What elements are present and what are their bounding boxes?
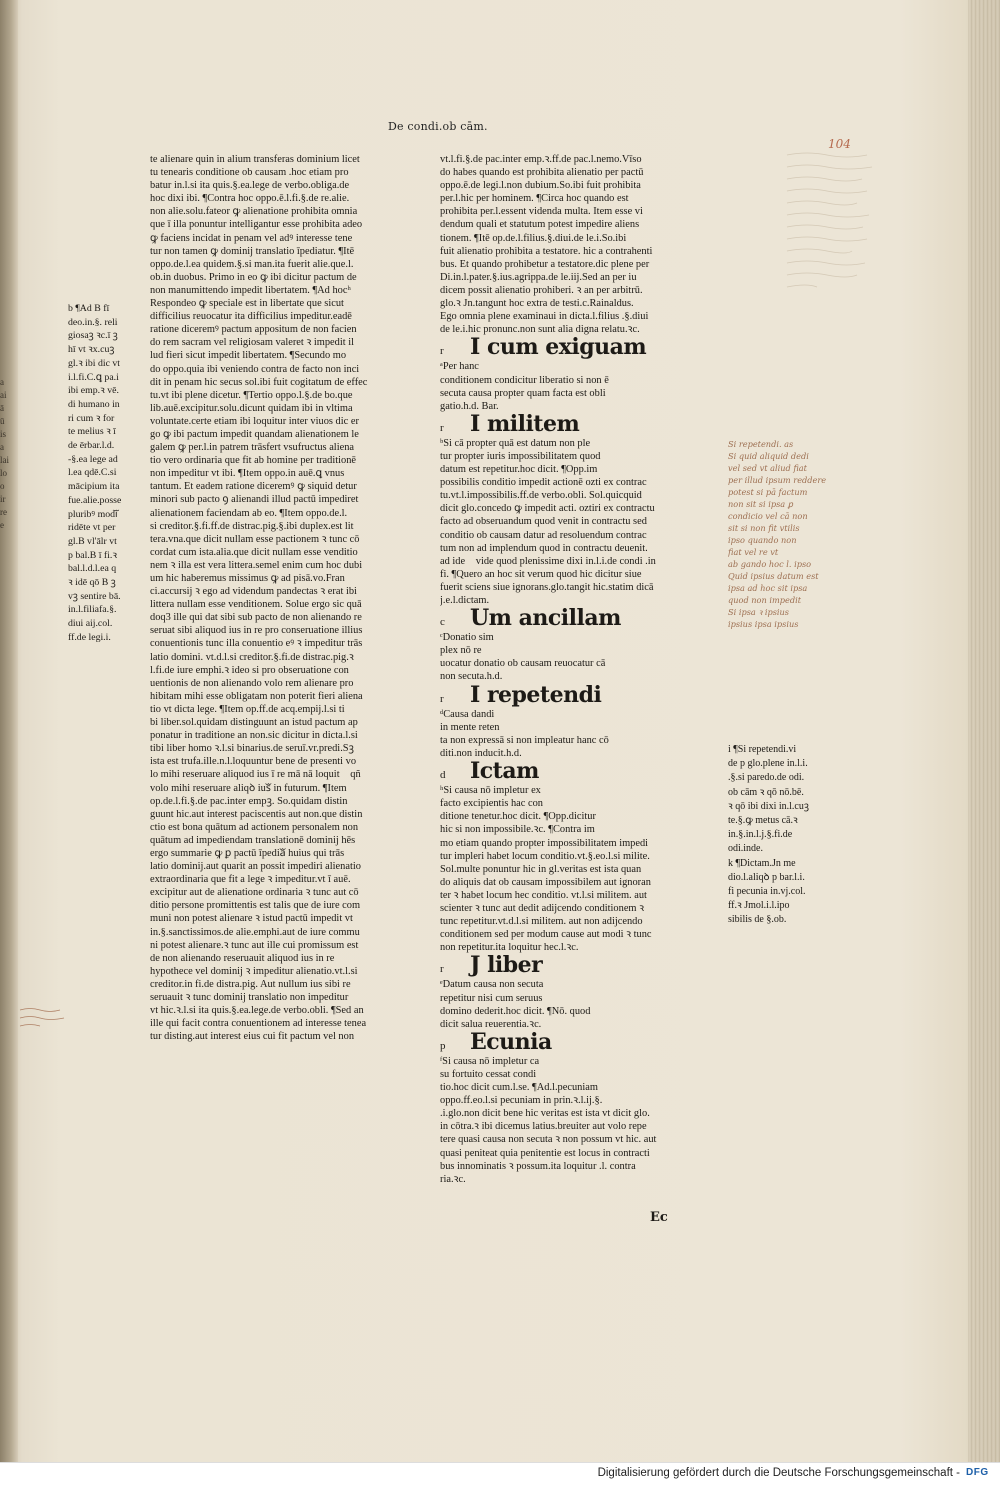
- text-line: repetitur nisi cum seruus: [440, 992, 543, 1004]
- dfg-logo-icon: DFG: [966, 1467, 989, 1478]
- manuscript-line: condicio vel cā non: [728, 511, 808, 521]
- manuscript-line: ipso quando non: [728, 535, 797, 545]
- text-line: ria.ꝛc.: [440, 1173, 466, 1185]
- text-line: lib.auē.excipitur.solu.dicunt quidam ibi in vltima: [150, 402, 353, 414]
- text-line: oppo.ff.eo.l.si pecuniam in prin.ꝛ.l.ij.§.: [440, 1095, 603, 1107]
- text-line: do habes quando est prohibita alienatio per pactū: [440, 167, 644, 179]
- text-line: que ī illa ponuntur intelligantur esse prohibita adeo: [150, 219, 363, 231]
- text-line: hoc dixi ibi. ¶Contra hoc oppo.ē.l.fi.§.de re.alie.: [150, 193, 350, 205]
- text-line: scienter ꝛ tunc aut dedit adijcendo conditionem ꝛ: [440, 902, 645, 914]
- lemma-heading: [440, 681, 718, 708]
- text-line: tu.vt.l.impossibilis.ff.de verbo.obli. Sol.quicquid: [440, 490, 642, 502]
- manuscript-annotation: [728, 438, 838, 678]
- right-margin-gloss: [728, 743, 838, 928]
- right-text-column: [440, 153, 718, 1186]
- text-line: domino dederit.hoc dicit. ¶Nō. quod: [440, 1005, 591, 1017]
- text-line: quasi peniteat quia penitentie est locus in contracti: [440, 1147, 650, 1159]
- text-line: latio dominij.aut quarit an possit impediri alienatio: [150, 861, 361, 873]
- text-line: uentionis de non alienando volo rem alienare pro: [150, 677, 354, 689]
- gloss-line: giosaꝫ ꝛc.ī ꝫ: [68, 330, 118, 342]
- text-line: tibi liber homo ꝛ.l.si binarius.de seruī.vr.predi.Sꝫ: [150, 743, 354, 755]
- text-line: facto ad obseruandum quod venit in contractu sed: [440, 516, 647, 528]
- text-line: tur non tamen ꝙ dominij translatio īpediatur. ¶Itē: [150, 245, 355, 257]
- edge-line: o: [0, 481, 5, 491]
- gloss-marker: p: [440, 1039, 446, 1052]
- text-line: nem ꝛ illa est vera littera.semel enim cum hoc dubi: [150, 559, 363, 571]
- edge-line: ā: [0, 403, 4, 413]
- text-line: ta non expressā si non impleatur hanc cō: [440, 734, 609, 746]
- gloss-line: odi.inde.: [728, 843, 763, 855]
- text-line: tum non ad implendum quod in contractu deuenit.: [440, 542, 648, 554]
- text-line: de le.i.hic pronunc.non sunt alia digna relatu.ꝛc.: [440, 324, 640, 336]
- edge-line: ū: [0, 416, 5, 426]
- lemma-heading: [440, 1028, 718, 1055]
- text-line: volo mihi reseruare aliqꝺ iusᷓ in futurum. ¶Item: [150, 782, 347, 794]
- text-line: excipitur aut de alienatione ordinaria ꝛ tunc aut cō: [150, 887, 359, 899]
- text-line: in cōtra.ꝛ ibi dicemus latius.breuiter aut volo repe: [440, 1121, 647, 1133]
- text-line: batur in.l.si ita quis.§.ea.lege de verbo.obliga.de: [150, 180, 350, 192]
- lemma-word: I militem: [470, 410, 580, 437]
- folio-number: 104: [828, 137, 851, 151]
- text-line: voluntate.certe etiam ibi loquitur inter viuos dic er: [150, 415, 359, 427]
- text-line: tera.vna.que dicit nullam esse pactionem ꝛ tunc cō: [150, 533, 360, 545]
- text-line: plex nō re: [440, 645, 482, 657]
- gloss-line: ri cum ꝛ for: [68, 412, 115, 424]
- faded-manuscript-note: [782, 145, 882, 315]
- lemmata-list: [440, 334, 718, 1186]
- text-line: tionem. ¶Itē op.de.l.filius.§.diui.de le.i.So.ibi: [440, 232, 627, 244]
- gloss-line: de ērbar.l.d.: [68, 440, 115, 452]
- manuscript-line: fiat vel re vt: [728, 547, 779, 557]
- text-line: ᵈCausa dandi: [440, 708, 495, 720]
- gloss-line: ꝛ qō ibi dixi in.l.cuꝫ: [728, 800, 809, 812]
- left-edge-text: [0, 376, 26, 532]
- text-line: bi liber.sol.quidam distinguunt an istud pactum ap: [150, 717, 358, 729]
- text-line: de non alienando reseruauit aliquod ius in re: [150, 952, 335, 964]
- text-line: Di.in.l.pater.§.ius.agrippa.de le.iij.Sed an per iu: [440, 271, 637, 283]
- text-line: alienationem faciendam ab eo. ¶Item oppo.de.l.: [150, 507, 348, 519]
- text-line: .i.glo.non dicit bene hic veritas est ista vt dicit glo.: [440, 1108, 650, 1120]
- funding-credit: Digitalisierung gefördert durch die Deutsche Forschungsgemeinschaft -: [597, 1467, 960, 1479]
- text-line: te alienare quin in alium transferas dominium licet: [150, 154, 360, 165]
- lemma-block: [440, 758, 718, 954]
- text-line: conditionem condicitur liberatio si non ē: [440, 374, 609, 386]
- text-line: ob.in duobus. Primo in eo ꝙ ibi dicitur pactum de: [150, 271, 357, 283]
- small-manuscript-note: [18, 1002, 68, 1032]
- text-line: facto excipientis hac con: [440, 798, 543, 810]
- text-line: latio domini. vt.d.l.si creditor.§.fi.de distrac.pig.ꝛ: [150, 651, 354, 663]
- text-line: go ꝙ ibi pactum impedit quandam alienationem le: [150, 428, 359, 440]
- text-line: seruauit ꝛ tunc dominij translatio non impeditur: [150, 992, 349, 1003]
- text-line: guunt hic.aut interest paciscentis aut non.que distin: [150, 808, 363, 820]
- text-line: si creditor.§.fi.ff.de distrac.pig.§.ibi duplex.est lit: [150, 520, 354, 532]
- text-line: tur impleri habet locum conditio.vt.§.eo.l.si milite.: [440, 850, 650, 862]
- text-line: conuentionis tunc illa conuentio eꝰ ꝛ impeditur trās: [150, 638, 363, 650]
- text-line: dendum quali et statutum potest impedire aliens: [440, 219, 640, 231]
- text-line: diti.non inducit.h.d.: [440, 747, 522, 759]
- text-line: op.de.l.fi.§.de pac.inter empꝫ. So.quidam distin: [150, 795, 348, 807]
- edge-line: re: [0, 507, 7, 517]
- manuscript-line: ipsius ipsa ipsius: [728, 619, 799, 629]
- manuscript-line: vel sed vt aliud fiat: [728, 463, 807, 473]
- footer-bar: [0, 1462, 1000, 1487]
- text-line: ꝙ faciens incidat in penam vel adꝰ interesse tene: [150, 232, 353, 244]
- text-line: j.e.l.dictam.: [440, 595, 490, 606]
- text-line: Ego omnia plene examinaui in dicta.l.filius .§.diui: [440, 311, 649, 323]
- gloss-marker: r: [440, 421, 444, 434]
- text-line: ditione tenetur.hoc dicit. ¶Opp.dicitur: [440, 811, 596, 823]
- text-line: tur disting.aut interest eius cui fit pactum vel non: [150, 1031, 355, 1043]
- gloss-line: ꝛ idē qō B ꝫ: [68, 577, 116, 589]
- edge-line: lai: [0, 455, 9, 465]
- gloss-marker: d: [440, 769, 446, 782]
- lemma-heading: [440, 758, 718, 785]
- text-line: hibitam mihi esse obligatam non poterit fieri aliena: [150, 690, 363, 702]
- gloss-line: fue.alie.posseᷓ: [68, 494, 129, 506]
- gloss-line: te.§.ꝙ metus cā.ꝛ: [728, 815, 798, 827]
- gloss-line: .§.si paredo.de odi.: [728, 772, 805, 784]
- gloss-line: in.§.in.l.j.§.fi.de: [728, 829, 793, 841]
- text-line: ista est trufa.ille.n.l.loquuntur bene de presenti vo: [150, 756, 357, 768]
- gloss-line: gl.ꝛ ibi dic vt: [68, 357, 120, 369]
- gloss-line: ob cām ꝛ qō nō.bē.: [728, 786, 804, 798]
- right-column-intro: [440, 153, 718, 336]
- manuscript-line: Quid ipsius datum est: [728, 571, 819, 581]
- gloss-line: deo.in.§. reli: [68, 316, 118, 328]
- lemma-word: I cum exiguam: [470, 334, 647, 361]
- gloss-line: dio.l.aliqꝺ p bar.l.i.: [728, 871, 805, 883]
- lemma-word: Ecunia: [470, 1028, 552, 1055]
- gloss-line: mācipium ita: [68, 481, 120, 493]
- manuscript-line: ab gando hoc l. ipso: [728, 559, 812, 569]
- text-line: um hic haberemus missimus ꝙ ad pisā.vo.Fran: [150, 573, 345, 584]
- text-line: non alie.solu.fateor ꝙ alienatione prohibita omnia: [150, 206, 358, 218]
- text-line: lud fieri sicut impedit libertatem. ¶Secundo mo: [150, 350, 347, 362]
- edge-line: ai: [0, 390, 7, 400]
- text-line: fi. ¶Quero an hoc sit verum quod hic dicitur siue: [440, 568, 642, 580]
- gloss-line: i ¶Si repetendi.vi: [728, 744, 797, 755]
- manuscript-line: Si quid aliquid dedi: [728, 451, 809, 461]
- text-line: ergo summarie ꝙ ꝑ pactū īpediaᷓ huius qui trās: [150, 847, 345, 859]
- text-line: difficilius reuocatur ita difficilius impeditur.eadē: [150, 311, 352, 323]
- gloss-line: fi pecunia in.vj.col.: [728, 886, 806, 898]
- text-line: dicit salua reuerentia.ꝛc.: [440, 1018, 542, 1030]
- lemma-block: [440, 605, 718, 683]
- edge-line: ir: [0, 494, 6, 504]
- text-line: dicem possit alienatio prohiberi. ꝛ an per arbitrū.: [440, 284, 643, 296]
- text-line: ʰSi causa nō impletur ex: [440, 785, 541, 797]
- lemma-word: Um ancillam: [470, 605, 621, 632]
- text-line: conditio ob causam datur ad resoluendum contrac: [440, 529, 647, 541]
- text-line: prohibita per.l.essent videnda multa. Item esse vi: [440, 206, 643, 218]
- gloss-marker: r: [440, 692, 444, 705]
- lemma-block: [440, 1028, 718, 1186]
- text-line: l.fi.de iure emphi.ꝛ ideo si pro obseruatione con: [150, 664, 349, 676]
- gloss-line: p bal.B ī fi.ꝛ: [68, 549, 117, 561]
- lemma-heading: [440, 605, 718, 632]
- text-line: ratione diceremꝰ pactum appositum de non facien: [150, 324, 357, 336]
- gloss-line: vꝫ sentire bā.: [68, 590, 121, 602]
- text-line: galem ꝙ per.l.in patrem trāsfert vsufructus aliena: [150, 442, 354, 454]
- manuscript-line: potest si pā factum: [728, 487, 808, 497]
- text-line: dit in penam hic secus sol.ibi fuit cogitatum de effec: [150, 376, 368, 388]
- text-line: hypothece vel dominij ꝛ impeditur alienatio.vt.l.si: [150, 965, 358, 977]
- text-line: muni non potest alienare ꝛ istud pactū impedit vt: [150, 913, 353, 925]
- lemma-block: [440, 952, 718, 1030]
- book-spine: [0, 0, 18, 1462]
- gloss-line: k ¶Dictam.Jn me: [728, 857, 796, 869]
- lemma-heading: [440, 410, 718, 437]
- text-line: glo.ꝛ Jn.tangunt hoc extra de testi.c.Rainaldus.: [440, 298, 634, 310]
- gloss-line: in.l.filiafa.§.: [68, 604, 117, 616]
- text-line: hic si non impossibile.ꝛc. ¶Contra im: [440, 824, 595, 836]
- gloss-marker: r: [440, 963, 444, 976]
- text-line: doq3 ille qui dat sibi sub pacto de non alienando re: [150, 612, 362, 624]
- text-line: tu tenearis conditione ob causam .hoc etiam pro: [150, 167, 349, 179]
- gloss-line: gl.B vl'ālr vt: [68, 535, 117, 547]
- gloss-line: ridēte vt per: [68, 522, 116, 534]
- main-text-column: [150, 153, 418, 1043]
- text-line: lo mihi reseruare aliquod ius ī re mā nā loquitᷓ qñ: [150, 769, 361, 781]
- manuscript-line: ipsa ad hoc sit ipsa: [728, 583, 808, 593]
- gloss-line: b ¶Ad B fī: [68, 303, 110, 314]
- lemma-block: [440, 681, 718, 760]
- text-line: Sol.multe ponuntur hic in gl.veritas est ista quan: [440, 863, 642, 875]
- text-line: vt.l.fi.§.de pac.inter emp.ꝛ.ff.de pac.l.nemo.Vīso: [440, 154, 642, 165]
- edge-line: a: [0, 377, 4, 387]
- gloss-line: l.ea qdē.C.si: [68, 467, 117, 479]
- text-line: mo etiam quando propter impossibilitatem impedi: [440, 837, 649, 849]
- gloss-line: i.l.fi.C.ꝗ pa.i: [68, 371, 119, 383]
- manuscript-line: sit si non fit vtilis: [728, 523, 800, 533]
- text-line: vt hic.ꝛ.l.si ita quis.§.ea.lege.de verbo.obli. ¶Sed an: [150, 1005, 364, 1017]
- text-line: ille qui facit contra conuentionem ad interesse tenea: [150, 1018, 367, 1030]
- text-line: dicit glo.concedo ꝙ impedit acti. oztiri ex contractu: [440, 503, 655, 515]
- gloss-marker: r: [440, 345, 444, 358]
- gloss-line: ibi emp.ꝛ vē.: [68, 385, 119, 397]
- text-line: tere quasi causa non secuta ꝛ non possum vt hic. aut: [440, 1134, 657, 1146]
- gloss-marker: c: [440, 616, 445, 629]
- gloss-line: di humano in: [68, 398, 120, 410]
- gloss-line: pluribꝰ modiᷓ: [68, 508, 118, 520]
- text-line: ditio persone promittentis est talis que de iure com: [150, 900, 361, 912]
- manuscript-line: Si ipsa ꝛ ipsius: [728, 607, 790, 617]
- left-margin-gloss: [68, 302, 148, 645]
- text-line: ni potest alienare.ꝛ tunc aut ille cui promissum est: [150, 939, 359, 951]
- text-line: possibilis conditio impedit actionē ozti ex contrac: [440, 477, 647, 489]
- text-line: tio vt dicta lege. ¶Item op.ff.de acq.empij.l.si ti: [150, 703, 345, 715]
- edge-line: lo: [0, 468, 8, 478]
- text-line: non impeditur vt ibi. ¶Item oppo.in auē.ꝗ vnus: [150, 468, 345, 480]
- manuscript-line: per illud ipsum reddere: [728, 475, 827, 485]
- lemma-heading: [440, 334, 718, 361]
- lemma-word: Ictam: [470, 758, 539, 785]
- text-line: littera nullam esse venditionem. Solue ergo sic quā: [150, 599, 362, 611]
- lemma-word: J liber: [470, 952, 543, 979]
- page-edge: [968, 0, 1000, 1462]
- text-line: in.§.sanctissimos.de alie.emphi.aut de iure commu: [150, 926, 360, 938]
- text-line: minori sub pacto ꝯ alienandi illud pactū impediret: [150, 494, 359, 506]
- text-line: ponatur in traditione an non.sic dicitur in dicta.l.si: [150, 730, 358, 742]
- edge-line: is: [0, 429, 7, 439]
- text-line: fuerit sciens siue ignorans.glo.tangit hic.statim dicā: [440, 581, 654, 593]
- text-line: do oppo.quia ibi veniendo contra de facto non inci: [150, 363, 360, 375]
- gloss-line: diui aij.col.: [68, 618, 113, 630]
- edge-line: e: [0, 520, 4, 530]
- text-line: su fortuito cessat condi: [440, 1069, 537, 1080]
- text-line: ᵃPer hanc: [440, 361, 479, 373]
- text-line: ctio est bona quātum ad actionem personalem non: [150, 821, 359, 833]
- text-line: ᵇSi cā propter quā est datum non ple: [440, 437, 591, 449]
- text-line: bus. Et quando prohibetur a testatore.dic plene per: [440, 258, 650, 270]
- text-line: Respondeo ꝙ speciale est in libertate que sicut: [150, 298, 344, 310]
- gloss-line: ff.ꝛ Jmol.i.l.ipo: [728, 900, 790, 912]
- text-line: secuta causa propter quam facta est obli: [440, 387, 606, 399]
- text-line: non manumittendo impedit libertatem. ¶Ad hocʰ: [150, 284, 351, 296]
- manuscript-line: quod non impedit: [728, 595, 801, 605]
- gloss-line: sibilis de §.ob.: [728, 914, 787, 926]
- text-line: non secuta.h.d.: [440, 671, 503, 683]
- text-line: ci.accursij ꝛ ego ad videndum pandectas ꝛ erat ibi: [150, 586, 357, 598]
- text-line: gatio.h.d. Bar.: [440, 400, 499, 412]
- gloss-line: de p glo.plene in.l.i.: [728, 758, 808, 770]
- catchword: Ec: [650, 1210, 668, 1225]
- text-line: ᶠSi causa nō impletur ca: [440, 1055, 540, 1067]
- text-line: tur propter iuris impossibilitatem quod: [440, 450, 601, 462]
- manuscript-line: Si repetendi. as: [728, 439, 794, 449]
- text-line: oppo.ē.de legi.l.non dubium.So.ibi fuit prohibita: [440, 180, 641, 192]
- lemma-heading: [440, 952, 718, 979]
- text-line: quātum ad impediendam translationē dominij hēs: [150, 834, 356, 846]
- text-line: ter ꝛ habet locum hec conditio. vt.l.si militem. aut: [440, 889, 647, 901]
- gloss-line: bal.l.d.l.ea q: [68, 563, 117, 575]
- text-line: creditor.in fi.de distra.pig. Aut nullum ius sibi re: [150, 978, 351, 990]
- text-line: tu.vt ibi plene dicetur. ¶Tertio oppo.l.§.de bo.que: [150, 389, 353, 401]
- text-line: fuit alienatio prohibita a testatore. hic a contrahenti: [440, 245, 653, 257]
- lemma-word: I repetendi: [470, 681, 602, 708]
- gloss-line: ff.de legi.i.: [68, 631, 111, 643]
- text-line: extraordinaria que fit a lege ꝛ impeditur.vt ī auē.: [150, 874, 351, 886]
- edge-line: a: [0, 442, 4, 452]
- text-line: datum est repetitur.hoc dicit. ¶Opp.im: [440, 464, 598, 476]
- manuscript-line: non sit si ipsa ꝑ: [728, 499, 793, 509]
- text-line: non repetitur.ita loquitur hec.l.ꝛc.: [440, 942, 579, 954]
- text-line: ᵉDatum causa non secuta: [440, 979, 544, 991]
- text-line: do aliquis dat ob causam impossibilem aut ignoran: [440, 876, 651, 888]
- text-line: in mente reten: [440, 721, 500, 733]
- lemma-block: [440, 334, 718, 412]
- text-line: uocatur donatio ob causam reuocatur cā: [440, 658, 606, 670]
- text-line: tantum. Et eadem ratione diceremꝰ ꝙ siquid detur: [150, 481, 357, 493]
- text-line: oppo.de.l.ea quidem.§.si man.ita fuerit alie.que.l.: [150, 258, 354, 270]
- text-line: tio vero ordinaria que fit ab homine per traditionē: [150, 455, 357, 467]
- text-line: per.l.hic per hominem. ¶Circa hoc quando est: [440, 193, 629, 205]
- gloss-line: -§.ea lege ad: [68, 453, 118, 465]
- text-line: cordat cum ista.alia.que dicit nullam esse venditio: [150, 546, 358, 558]
- running-head: De condi.ob cām.: [388, 120, 488, 133]
- lemma-block: [440, 410, 718, 607]
- text-line: bus innominatis ꝛ possum.ita loquitur .l. contra: [440, 1160, 636, 1172]
- text-line: ᶜDonatio sim: [440, 632, 494, 644]
- text-line: tunc repetitur.vt.d.l.si militem. aut non adijcendo: [440, 916, 643, 928]
- text-line: do rem sacram vel religiosam valeret ꝛ impedit il: [150, 337, 355, 349]
- gloss-line: hī vt ꝛx.cuꝫ: [68, 344, 115, 356]
- text-line: seruat sibi aliquod ius in re pro conseruatione illius: [150, 625, 363, 637]
- gloss-line: te melius ꝛ ī: [68, 426, 116, 438]
- text-line: ad ideᷓ vide quod plenissime dixi in.l.i.de condi .in: [440, 555, 656, 567]
- text-line: conditionem sed per modum cause aut modi ꝛ tunc: [440, 929, 652, 941]
- text-line: tio.hoc dicit cum.l.se. ¶Ad.l.pecuniam: [440, 1082, 598, 1094]
